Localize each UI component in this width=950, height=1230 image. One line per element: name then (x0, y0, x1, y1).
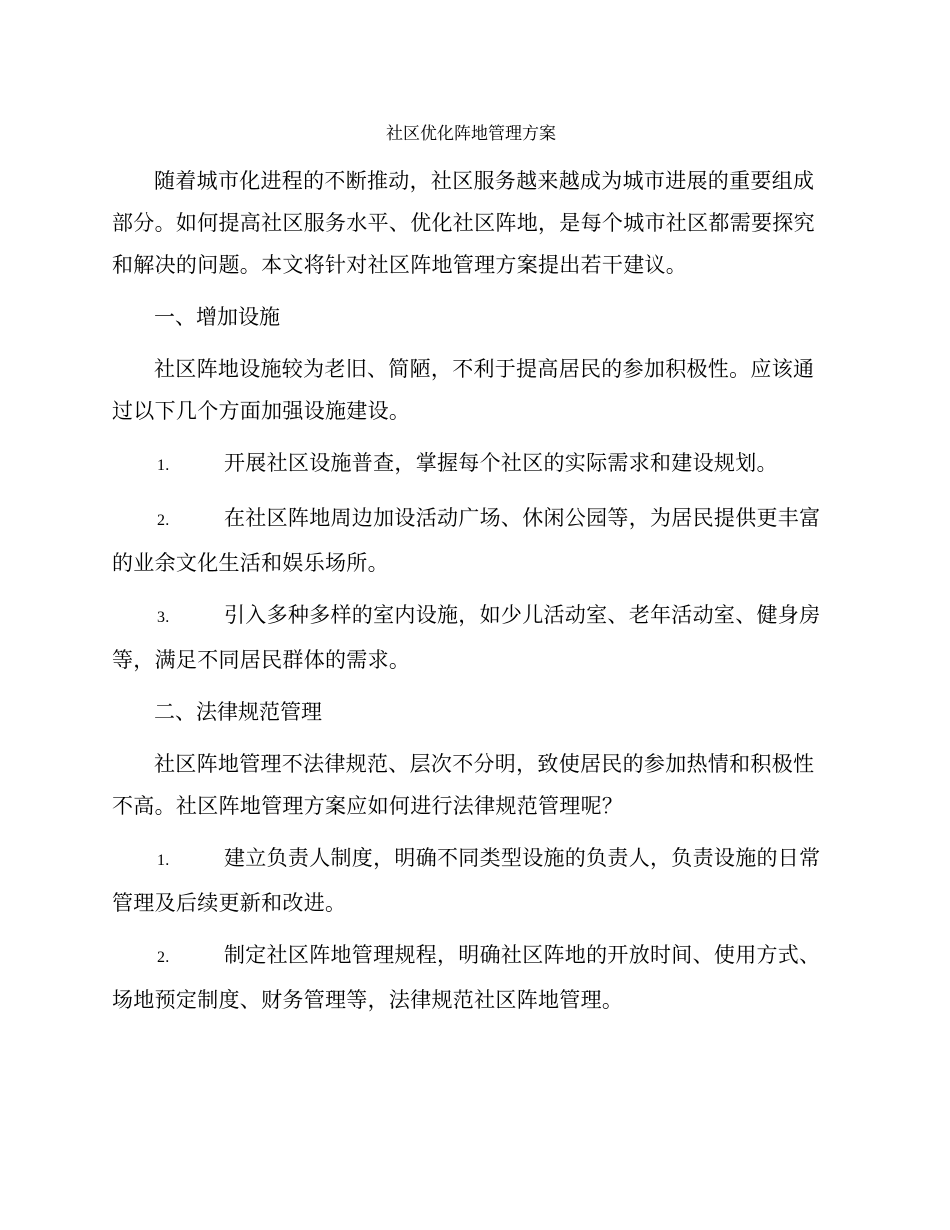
list-item-number: 3. (157, 609, 170, 626)
document-title: 社区优化阵地管理方案 (386, 124, 556, 144)
list-item-text: 引入多种多样的室内设施，如少儿活动室、老年活动室、健身房等，满足不同居民群体的需求。 (112, 603, 821, 672)
list-item (112, 594, 830, 681)
list-item-number: 1. (157, 457, 170, 474)
list-item (112, 442, 830, 487)
list-item-number: 2. (157, 949, 170, 966)
section-heading-facilities: 一、增加设施 (154, 305, 280, 329)
list-item-number: 1. (157, 852, 170, 869)
list-item-text: 在社区阵地周边加设活动广场、休闲公园等，为居民提供更丰富的业余文化生活和娱乐场所。 (112, 506, 821, 575)
list-item-text: 开展社区设施普查，掌握每个社区的实际需求和建设规划。 (224, 451, 778, 475)
section-body-legal-management: 社区阵地管理不法律规范、层次不分明，致使居民的参加热情和积极性不高。社区阵地管理方案应如何进行法律规范管理呢？ (112, 752, 815, 818)
list-item (112, 497, 830, 584)
list-item-text: 建立负责人制度，明确不同类型设施的负责人，负责设施的日常管理及后续更新和改进。 (112, 846, 821, 915)
list-item (112, 837, 830, 924)
section-body-facilities: 社区阵地设施较为老旧、简陋，不利于提高居民的参加积极性。应该通过以下几个方面加强设施建设。 (112, 357, 815, 423)
list-item-number: 2. (157, 512, 170, 529)
list-item-text: 制定社区阵地管理规程，明确社区阵地的开放时间、使用方式、场地预定制度、财务管理等，法律规范社区阵地管理。 (112, 943, 821, 1012)
list-item (112, 934, 830, 1021)
section-heading-legal-management: 二、法律规范管理 (154, 700, 322, 724)
intro-paragraph: 随着城市化进程的不断推动，社区服务越来越成为城市进展的重要组成部分。如何提高社区服务水平、优化社区阵地，是每个城市社区都需要探究和解决的问题。本文将针对社区阵地管理方案提出若干建议。 (112, 169, 815, 277)
